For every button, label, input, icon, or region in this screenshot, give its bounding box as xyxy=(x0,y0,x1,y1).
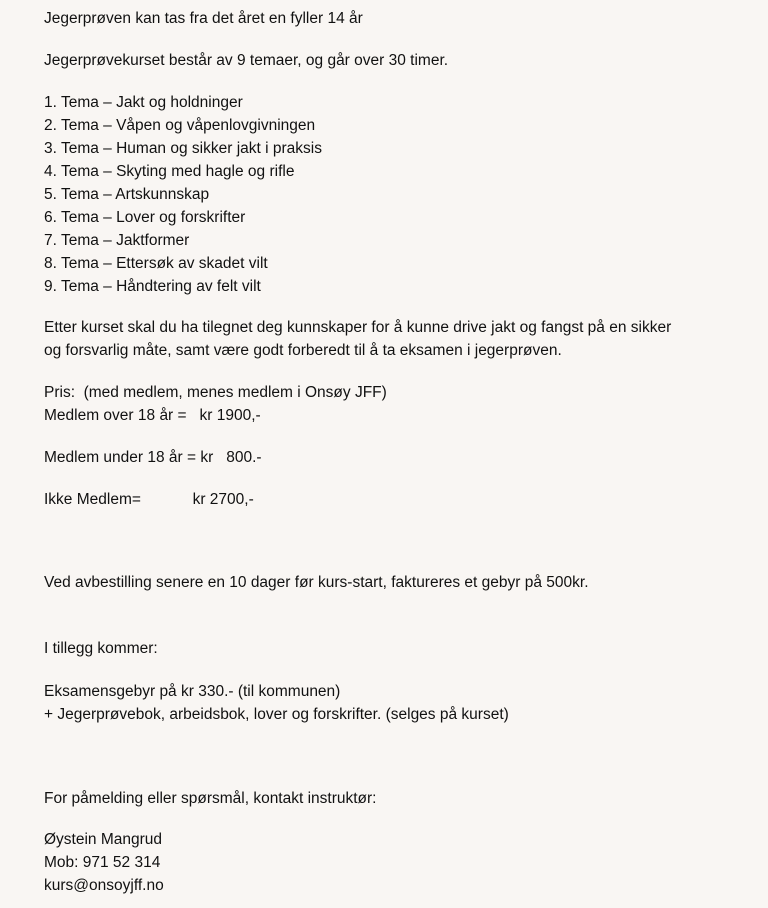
course-summary-text: Jegerprøvekurset består av 9 temaer, og går over 30 timer. xyxy=(44,52,449,69)
contact-name: Øystein Mangrud xyxy=(44,831,163,848)
course-goal-line-1: Etter kurset skal du ha tilegnet deg kunnskaper for å kunne drive jakt og fangst på en sikker xyxy=(44,319,672,336)
theme-item: 4. Tema – Skyting med hagle og rifle xyxy=(44,163,295,180)
contact-phone: Mob: 971 52 314 xyxy=(44,854,161,871)
theme-item: 5. Tema – Artskunnskap xyxy=(44,186,210,203)
exam-fee-text: Eksamensgebyr på kr 330.- (til kommunen) xyxy=(44,683,341,700)
books-text: + Jegerprøvebok, arbeidsbok, lover og forskrifter. (selges på kurset) xyxy=(44,706,509,723)
contact-header: For påmelding eller spørsmål, kontakt instruktør: xyxy=(44,790,377,807)
theme-item: 9. Tema – Håndtering av felt vilt xyxy=(44,278,261,295)
theme-item: 6. Tema – Lover og forskrifter xyxy=(44,209,246,226)
price-member-over-18: Medlem over 18 år = kr 1900,- xyxy=(44,407,261,424)
theme-item: 3. Tema – Human og sikker jakt i praksis xyxy=(44,140,322,157)
course-goal-line-2: og forsvarlig måte, samt være godt forberedt til å ta eksamen i jegerprøven. xyxy=(44,342,562,359)
price-member-under-18: Medlem under 18 år = kr 800.- xyxy=(44,449,262,466)
theme-item: 7. Tema – Jaktformer xyxy=(44,232,190,249)
pricing-header: Pris: (med medlem, menes medlem i Onsøy JFF) xyxy=(44,384,387,401)
price-non-member: Ikke Medlem= kr 2700,- xyxy=(44,491,254,508)
age-requirement-text: Jegerprøven kan tas fra det året en fyller 14 år xyxy=(44,10,363,27)
theme-item: 8. Tema – Ettersøk av skadet vilt xyxy=(44,255,268,272)
theme-item: 2. Tema – Våpen og våpenlovgivningen xyxy=(44,117,316,134)
cancellation-policy-text: Ved avbestilling senere en 10 dager før kurs-start, faktureres et gebyr på 500kr. xyxy=(44,574,589,591)
theme-item: 1. Tema – Jakt og holdninger xyxy=(44,94,243,111)
additional-costs-header: I tillegg kommer: xyxy=(44,640,158,657)
contact-email: kurs@onsoyjff.no xyxy=(44,877,164,894)
